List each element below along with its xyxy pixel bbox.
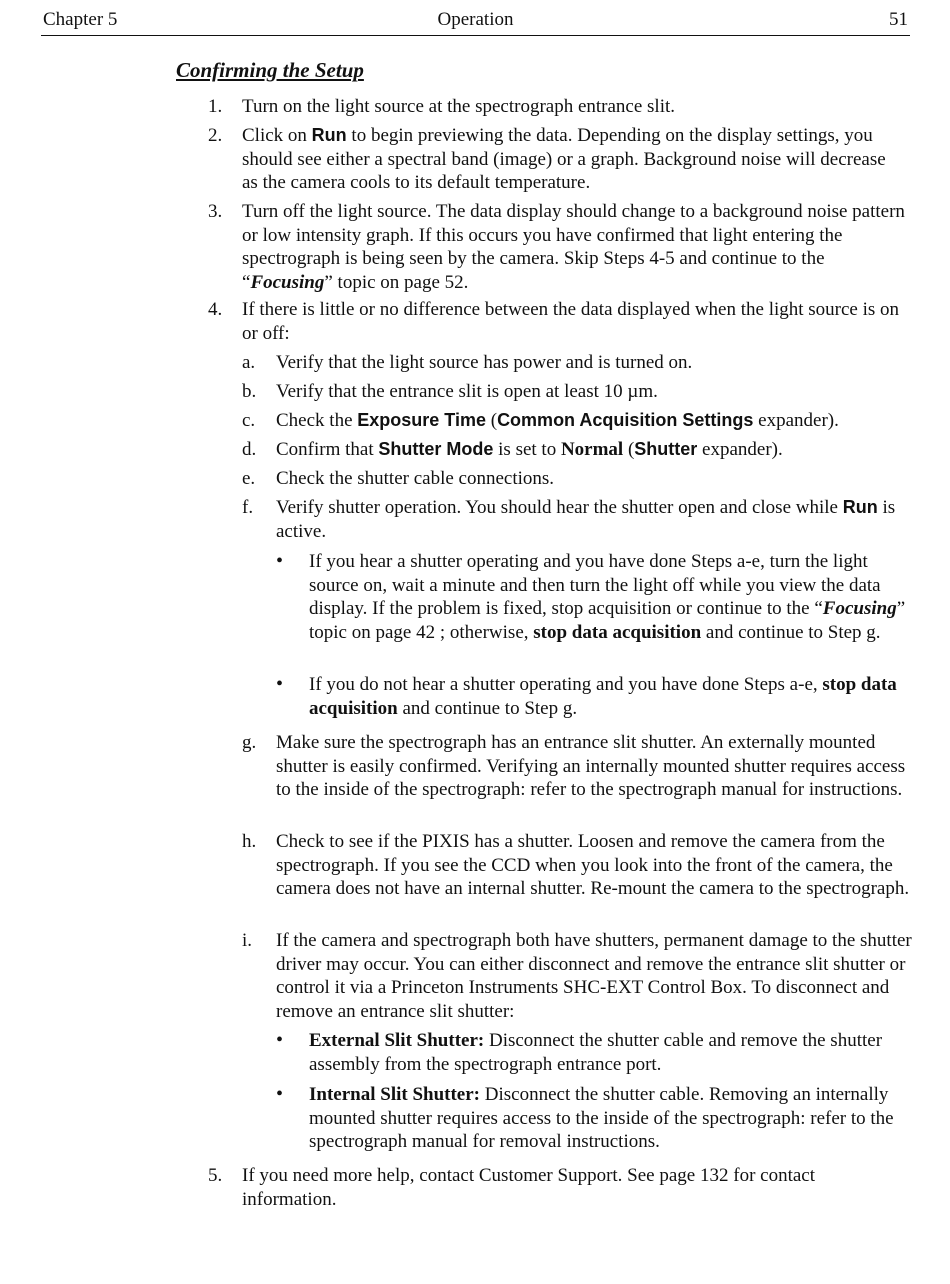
focusing-topic-ref: Focusing [822, 598, 897, 619]
substep-letter: i. [242, 930, 253, 951]
bullet-text: If you hear a shutter operating and you have done Steps a-e, turn the light source on, wait a minute and then turn the light off while you view the data display. If the problem is fixed, stop acquisition or continue to the “Focusing” topic on page 42 ; otherwise, stop data acquisition and continue to Step g. [309, 551, 906, 643]
common-acquisition-settings-expander: Common Acquisition Settings [497, 410, 754, 430]
run-command: Run [842, 497, 878, 517]
shutter-mode-setting: Shutter Mode [378, 439, 494, 459]
substep-letter: g. [242, 732, 257, 753]
run-command: Run [311, 125, 347, 145]
step-text: If you need more help, contact Customer Support. See page 132 for contact information. [242, 1165, 815, 1210]
substep-text: Verify that the entrance slit is open at least 10 µm. [276, 381, 658, 402]
substep-text: Check the Exposure Time (Common Acquisition Settings expander). [276, 410, 839, 431]
normal-value: Normal [560, 439, 624, 460]
page-header [41, 6, 910, 36]
exposure-time-setting: Exposure Time [357, 410, 486, 430]
step-number: 2. [208, 125, 223, 146]
page-number: 51 [889, 9, 908, 30]
step-text: Turn off the light source. The data display should change to a background noise pattern or low intensity graph. If this occurs you have confirmed that light entering the spectrograph is being seen by the camera. Skip Steps 4-5 and continue to the “Focusing” topic on page 52. [242, 201, 905, 293]
bullet-mark: • [276, 1029, 284, 1051]
substep-text: Verify shutter operation. You should hear the shutter open and close while Run is active. [276, 497, 896, 542]
bullet-text: External Slit Shutter: Disconnect the shutter cable and remove the shutter assembly from the spectrograph entrance port. [309, 1030, 883, 1075]
step-text: Turn on the light source at the spectrograph entrance slit. [242, 96, 676, 117]
substep-text: If the camera and spectrograph both have shutters, permanent damage to the shutter driver may occur. You can either disconnect and remove the entrance slit shutter or control it via a Princeton Instruments SHC-EXT Control Box. To disconnect and remove an entrance slit shutter: [276, 930, 912, 1022]
stop-acquisition-phrase: stop data acquisition [309, 674, 897, 719]
step-number: 4. [208, 299, 223, 320]
substep-text: Confirm that Shutter Mode is set to Normal (Shutter expander). [276, 439, 783, 460]
bullet-mark: • [276, 550, 284, 572]
substep-text: Verify that the light source has power and is turned on. [276, 352, 693, 373]
substep-text: Make sure the spectrograph has an entrance slit shutter. An externally mounted shutter is easily confirmed. Verifying an internally mounted shutter requires access to the inside of the spectrograph: refer to the spectrograph manual for instructions. [276, 732, 906, 800]
bullet-text: If you do not hear a shutter operating and you have done Steps a-e, stop data acquisition and continue to Step g. [309, 674, 897, 719]
bullet-mark: • [276, 1083, 284, 1105]
step-text: Click on Run to begin previewing the data. Depending on the display settings, you should see either a spectral band (image) or a graph. Background noise will decrease as the camera cools to its default temperature. [242, 125, 886, 193]
internal-slit-shutter-label: Internal Slit Shutter: [309, 1084, 480, 1105]
substep-text: Check the shutter cable connections. [276, 468, 555, 489]
substep-letter: c. [242, 410, 256, 431]
step-number: 1. [208, 96, 223, 117]
section-label: Operation [437, 9, 514, 30]
bullet-text: Internal Slit Shutter: Disconnect the shutter cable. Removing an internally mounted shutter requires access to the inside of the spectrograph: refer to the spectrograph manual for removal instructions. [309, 1084, 894, 1152]
chapter-label: Chapter 5 [43, 9, 118, 30]
substep-letter: h. [242, 831, 257, 852]
stop-acquisition-phrase: stop data acquisition [533, 621, 702, 643]
bullet-mark: • [276, 673, 284, 695]
section-title: Confirming the Setup [176, 58, 364, 82]
shutter-expander: Shutter [634, 439, 698, 459]
external-slit-shutter-label: External Slit Shutter: [309, 1030, 485, 1051]
step-number: 5. [208, 1165, 223, 1186]
substep-letter: d. [242, 439, 257, 460]
focusing-topic-ref: Focusing [250, 271, 325, 293]
step-text: If there is little or no difference between the data displayed when the light source is on or off: [242, 299, 900, 344]
substep-letter: f. [242, 497, 254, 518]
step-number: 3. [208, 201, 223, 222]
substep-letter: b. [242, 381, 257, 402]
substep-text: Check to see if the PIXIS has a shutter. Loosen and remove the camera from the spectrograph. If you see the CCD when you look into the front of the camera, the camera does not have an internal shutter. Re-mount the camera to the spectrograph. [276, 831, 910, 899]
substep-letter: a. [242, 352, 256, 373]
substep-letter: e. [242, 468, 256, 489]
